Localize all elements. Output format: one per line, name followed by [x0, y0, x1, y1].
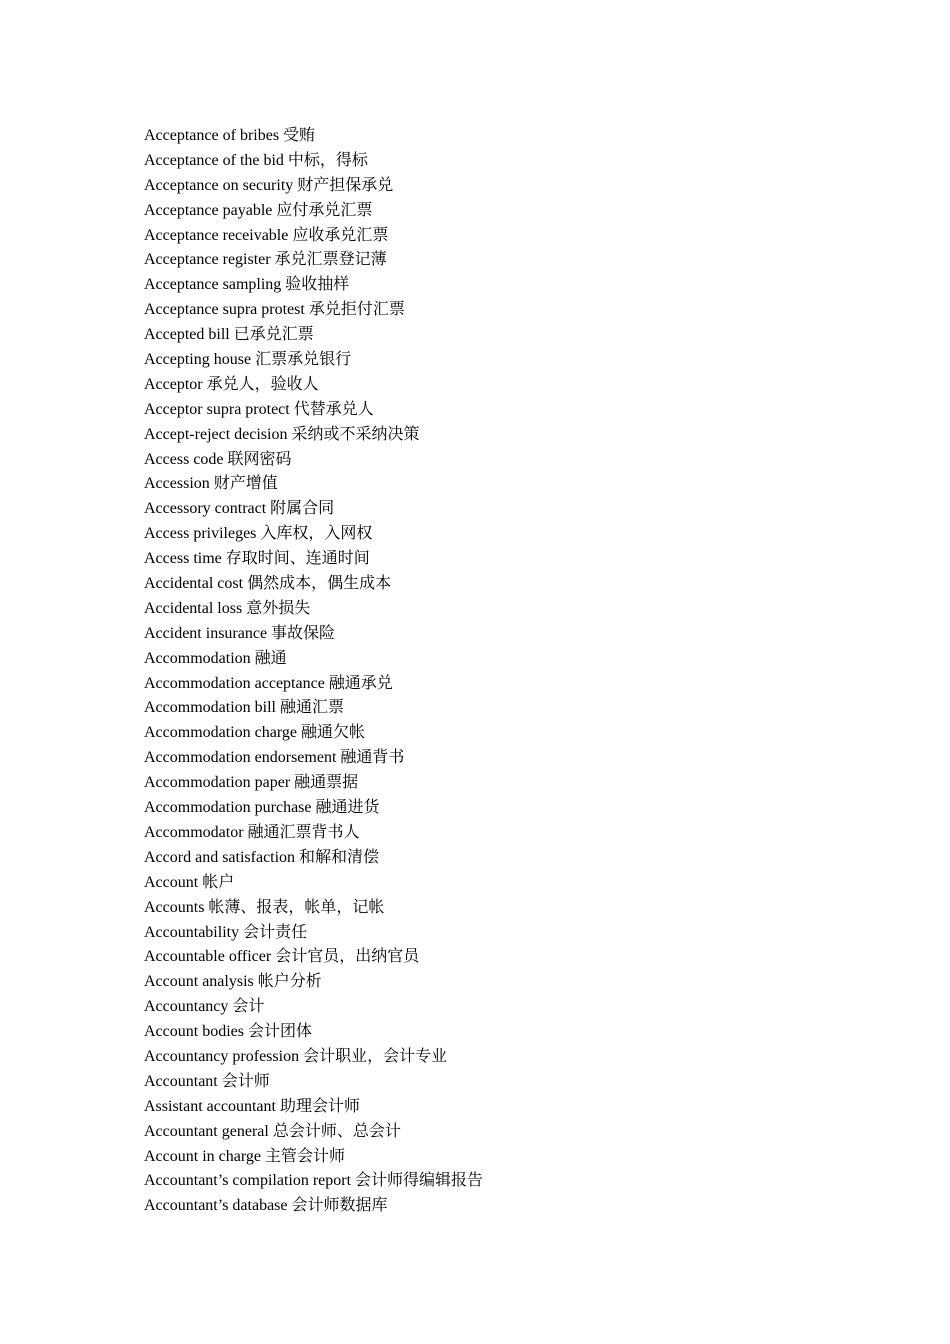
glossary-entry: Acceptor supra protect 代替承兑人	[144, 400, 374, 418]
glossary-entry: Accountable officer 会计官员，出纳官员	[144, 948, 420, 966]
glossary-entry: Accidental loss 意外损失	[144, 599, 311, 617]
glossary-entry: Accommodation purchase 融通进货	[144, 799, 380, 817]
glossary-entry: Acceptance payable 应付承兑汇票	[144, 201, 373, 219]
glossary-entry: Accident insurance 事故保险	[144, 624, 336, 642]
glossary-entry: Acceptance on security 财产担保承兑	[144, 176, 394, 194]
glossary-entry: Accountability 会计责任	[144, 923, 308, 941]
glossary-entry: Accord and satisfaction 和解和清偿	[144, 848, 380, 866]
glossary-entry: Accession 财产增值	[144, 475, 278, 493]
glossary-entry: Acceptance of the bid 中标，得标	[144, 151, 368, 169]
glossary-entry: Accountancy 会计	[144, 998, 265, 1016]
glossary-entry: Account analysis 帐户分析	[144, 973, 322, 991]
glossary-entry: Account in charge 主管会计师	[144, 1147, 345, 1165]
glossary-entry: Acceptance supra protest 承兑拒付汇票	[144, 301, 405, 319]
glossary-entry: Acceptance receivable 应收承兑汇票	[144, 226, 389, 244]
glossary-entry: Accommodation charge 融通欠帐	[144, 724, 365, 742]
glossary-entry: Accommodator 融通汇票背书人	[144, 823, 360, 841]
glossary-entry: Accountant’s compilation report 会计师得编辑报告	[144, 1172, 484, 1190]
glossary-entry: Accept-reject decision 采纳或不采纳决策	[144, 425, 420, 443]
glossary-entry: Acceptance register 承兑汇票登记薄	[144, 251, 387, 269]
glossary-entry: Access code 联网密码	[144, 450, 292, 468]
glossary-entry: Account 帐户	[144, 873, 235, 891]
glossary-entry: Assistant accountant 助理会计师	[144, 1097, 360, 1115]
glossary-entry: Accountant’s database 会计师数据库	[144, 1197, 388, 1215]
glossary-entry: Access privileges 入库权，入网权	[144, 525, 373, 543]
glossary-entry: Acceptance sampling 验收抽样	[144, 276, 350, 294]
glossary-entry: Accommodation paper 融通票据	[144, 774, 359, 792]
glossary-entry: Accepted bill 已承兑汇票	[144, 326, 314, 344]
glossary-entry: Accessory contract 附属合同	[144, 500, 335, 518]
glossary-entry: Accidental cost 偶然成本，偶生成本	[144, 575, 392, 593]
glossary-entry: Accepting house 汇票承兑银行	[144, 351, 352, 369]
glossary-entry: Accountancy profession 会计职业，会计专业	[144, 1047, 448, 1065]
glossary-entry: Account bodies 会计团体	[144, 1023, 312, 1041]
glossary-entry: Accommodation acceptance 融通承兑	[144, 674, 393, 692]
glossary-entry: Accountant general 总会计师、总会计	[144, 1122, 401, 1140]
glossary-entry: Accommodation 融通	[144, 649, 287, 667]
glossary-entry: Accountant 会计师	[144, 1072, 270, 1090]
glossary-entry: Accommodation bill 融通汇票	[144, 699, 344, 717]
glossary-entry: Acceptor 承兑人，验收人	[144, 375, 319, 393]
glossary-entry: Access time 存取时间、连通时间	[144, 550, 370, 568]
glossary-list	[144, 124, 844, 1219]
glossary-entry: Accommodation endorsement 融通背书	[144, 749, 405, 767]
glossary-entry: Acceptance of bribes 受贿	[144, 127, 316, 144]
glossary-entry: Accounts 帐薄、报表，帐单，记帐	[144, 898, 385, 916]
